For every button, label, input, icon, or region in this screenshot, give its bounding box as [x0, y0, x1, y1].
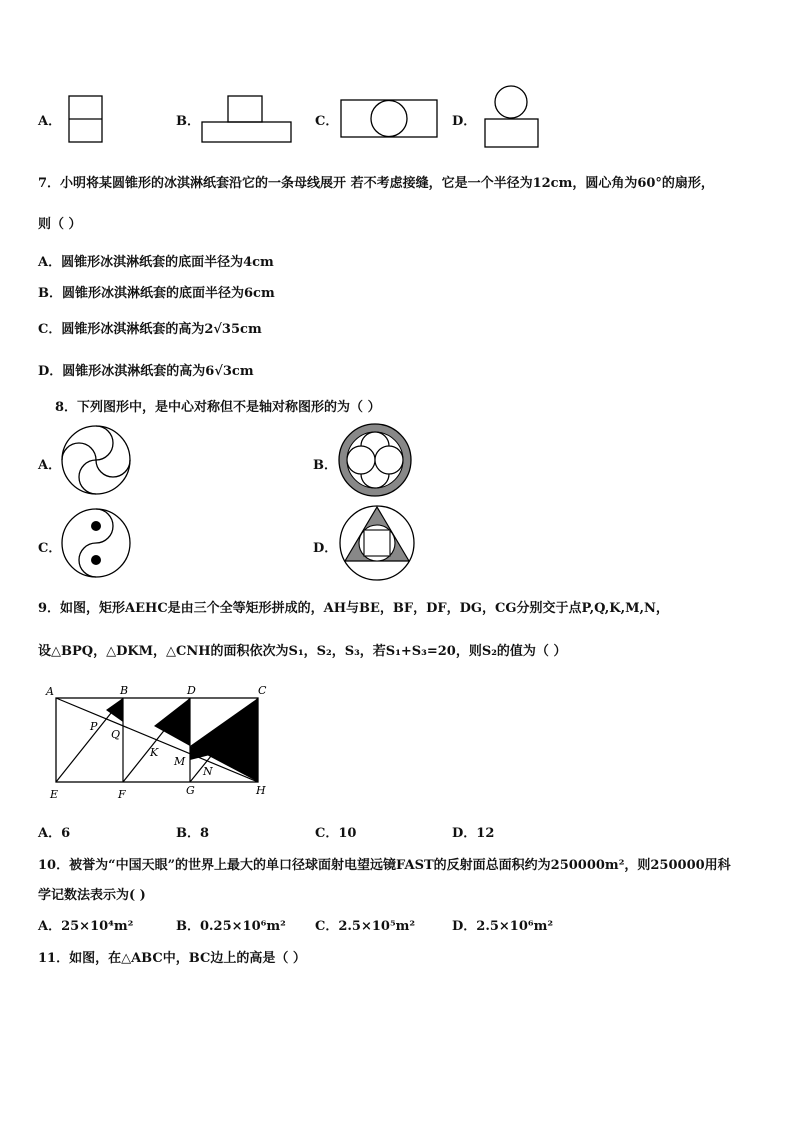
q9-option-d: D．12	[452, 826, 495, 841]
q6-option-a-label: A．	[38, 114, 62, 129]
q9-stem-line2: 设△BPQ，△DKM，△CNH的面积依次为S₁，S₂，S₃，若S₁+S₃=20，则S₂的值为（ ）	[38, 644, 567, 659]
q7-option-b: B．圆锥形冰淇淋纸套的底面半径为6cm	[38, 286, 275, 301]
q6-option-b-label: B．	[176, 114, 200, 129]
q7-option-a: A．圆锥形冰淇淋纸套的底面半径为4cm	[38, 255, 274, 270]
q9-label-g: G	[186, 784, 195, 797]
q9-label-d: D	[187, 684, 196, 697]
q9-label-k: K	[150, 746, 159, 759]
q8-option-a-figure	[60, 424, 134, 498]
q6-option-c-figure	[340, 98, 440, 140]
q8-option-d-label: D．	[313, 541, 338, 556]
q9-option-a: A．6	[38, 826, 71, 841]
q6-option-b-figure	[200, 95, 294, 145]
q8-option-b-figure	[337, 422, 415, 500]
q8-stem: 8．下列图形中，是中心对称但不是轴对称图形的为（ ）	[55, 400, 381, 415]
q8-option-b-label: B．	[313, 458, 337, 473]
q9-stem-line1: 9．如图，矩形AEHC是由三个全等矩形拼成的，AH与BE，BF，DF，DG，CG分别交于点P,Q,K,M,N，	[38, 601, 669, 616]
q7-option-d: D．圆锥形冰淇淋纸套的高为6√3cm	[38, 364, 254, 379]
q9-label-e: E	[50, 788, 59, 801]
q10-option-d: D．2.5×10⁶m²	[452, 919, 554, 934]
q9-label-p: P	[90, 720, 98, 733]
q10-stem-line1: 10．被誉为“中国天眼”的世界上最大的单口径球面射电望远镜FAST的反射面总面积约为250000m²，则250000用科	[38, 858, 731, 873]
q7-option-c: C．圆锥形冰淇淋纸套的高为2√35cm	[38, 322, 262, 337]
q9-figure	[40, 682, 280, 802]
q8-option-c-label: C．	[38, 541, 62, 556]
q10-option-c: C．2.5×10⁵m²	[315, 919, 416, 934]
q7-stem-line1: 7．小明将某圆锥形的冰淇淋纸套沿它的一条母线展开 若不考虑接缝，它是一个半径为12cm，圆心角为60°的扇形，	[38, 176, 714, 191]
q9-label-a: A	[46, 685, 54, 698]
q9-option-c: C．10	[315, 826, 357, 841]
q10-stem-line2: 学记数法表示为( )	[38, 888, 146, 903]
q10-option-a: A．25×10⁴m²	[38, 919, 134, 934]
q6-option-d-figure	[483, 85, 541, 149]
q9-label-q: Q	[111, 728, 121, 741]
q9-option-b: B．8	[176, 826, 210, 841]
q6-option-c-label: C．	[315, 114, 339, 129]
q9-label-h: H	[256, 784, 266, 797]
q10-option-b: B．0.25×10⁶m²	[176, 919, 286, 934]
q9-label-f: F	[118, 788, 126, 801]
q11-stem: 11．如图，在△ABC中，BC边上的高是（ ）	[38, 951, 306, 966]
q7-stem-line2: 则（ ）	[38, 217, 82, 232]
q8-option-c-figure	[60, 507, 134, 581]
q6-option-d-label: D．	[452, 114, 477, 129]
q8-option-d-figure	[337, 503, 417, 583]
q9-label-m: M	[174, 755, 186, 768]
q9-label-c: C	[258, 684, 267, 697]
q8-option-a-label: A．	[38, 458, 62, 473]
q9-label-b: B	[120, 684, 129, 697]
q6-option-a-figure	[68, 95, 104, 145]
q9-label-n: N	[203, 765, 213, 778]
